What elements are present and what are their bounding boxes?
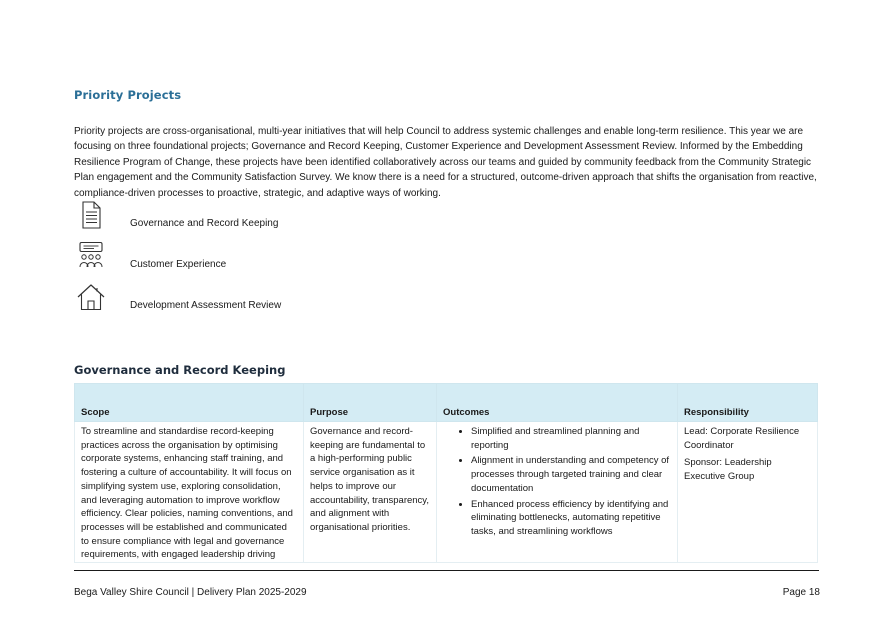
column-header-scope: Scope: [75, 384, 304, 422]
responsibility-cell: [678, 422, 818, 563]
project-label: Customer Experience: [130, 259, 227, 270]
table-row: [75, 422, 818, 563]
project-label: Governance and Record Keeping: [130, 218, 279, 229]
column-header-outcomes: Outcomes: [437, 384, 678, 422]
customer-group-icon: [76, 241, 106, 271]
sponsor-text: Sponsor: Leadership Executive Group: [684, 457, 772, 483]
priority-projects-heading: Priority Projects: [74, 88, 182, 102]
outcome-item: • Alignment in understanding and competency of processes through targeted training and clear documentation: [471, 454, 671, 495]
purpose-cell: Governance and record-keeping are fundamental to a high-performing public service organisation as it helps to improve our accountability, transparency, and alignment with organisational priorities.: [304, 422, 437, 563]
document-icon: [76, 200, 106, 230]
column-header-purpose: Purpose: [304, 384, 437, 422]
governance-table: [74, 383, 818, 563]
outcome-item: • Simplified and streamlined planning and reporting: [471, 425, 671, 452]
house-icon: [76, 282, 106, 312]
project-item-customer-experience: [76, 241, 476, 275]
scope-cell: To streamline and standardise record-keeping practices across the organisation by optimising corporate systems, enhancing staff training, and fostering a culture of accountability. It will focus on simplifying system use, exploring consolidation, and leveraging automation to improve workflow efficiency. Clear policies, naming conventions, and processes will be established and communicated to ensure compliance with legal and governance requirements, with engaged leadership driving: [75, 422, 304, 563]
table-header-row: [75, 384, 818, 422]
project-item-development-assessment: [76, 282, 476, 316]
lead-text: Lead: Corporate Resilience Coordinator: [684, 426, 800, 451]
governance-heading: Governance and Record Keeping: [74, 363, 286, 377]
intro-paragraph: Priority projects are cross-organisational, multi-year initiatives that will help Council to address systemic challenges and enable long-term resilience. This year we are focusing on three foundational projects; Governance and Record Keeping, Customer Experience and Development Assessment Review. Informed by the Embedding Resilience Program of Change, these projects have been identified collaboratively across our teams and guided by community feedback from the Community Strategic Plan engagement and the Community Satisfaction Survey. We know there is a need for a structured, outcome-driven approach that shifts the organisation from reactive, compliance-driven processes to proactive, strategic, and adaptive ways of working.: [74, 126, 817, 199]
page-number: Page 18: [782, 587, 820, 598]
footer-divider: [74, 570, 819, 571]
outcomes-cell: [437, 422, 678, 563]
outcomes-list: [443, 425, 671, 539]
column-header-responsibility: Responsibility: [678, 384, 818, 422]
footer-organisation: Bega Valley Shire Council | Delivery Plan 2025-2029: [74, 587, 307, 598]
project-label: Development Assessment Review: [130, 300, 282, 311]
outcome-item: • Enhanced process efficiency by identifying and eliminating bottlenecks, automating repetitive tasks, and streamlining workflows: [471, 498, 671, 539]
project-item-governance: [76, 200, 476, 234]
